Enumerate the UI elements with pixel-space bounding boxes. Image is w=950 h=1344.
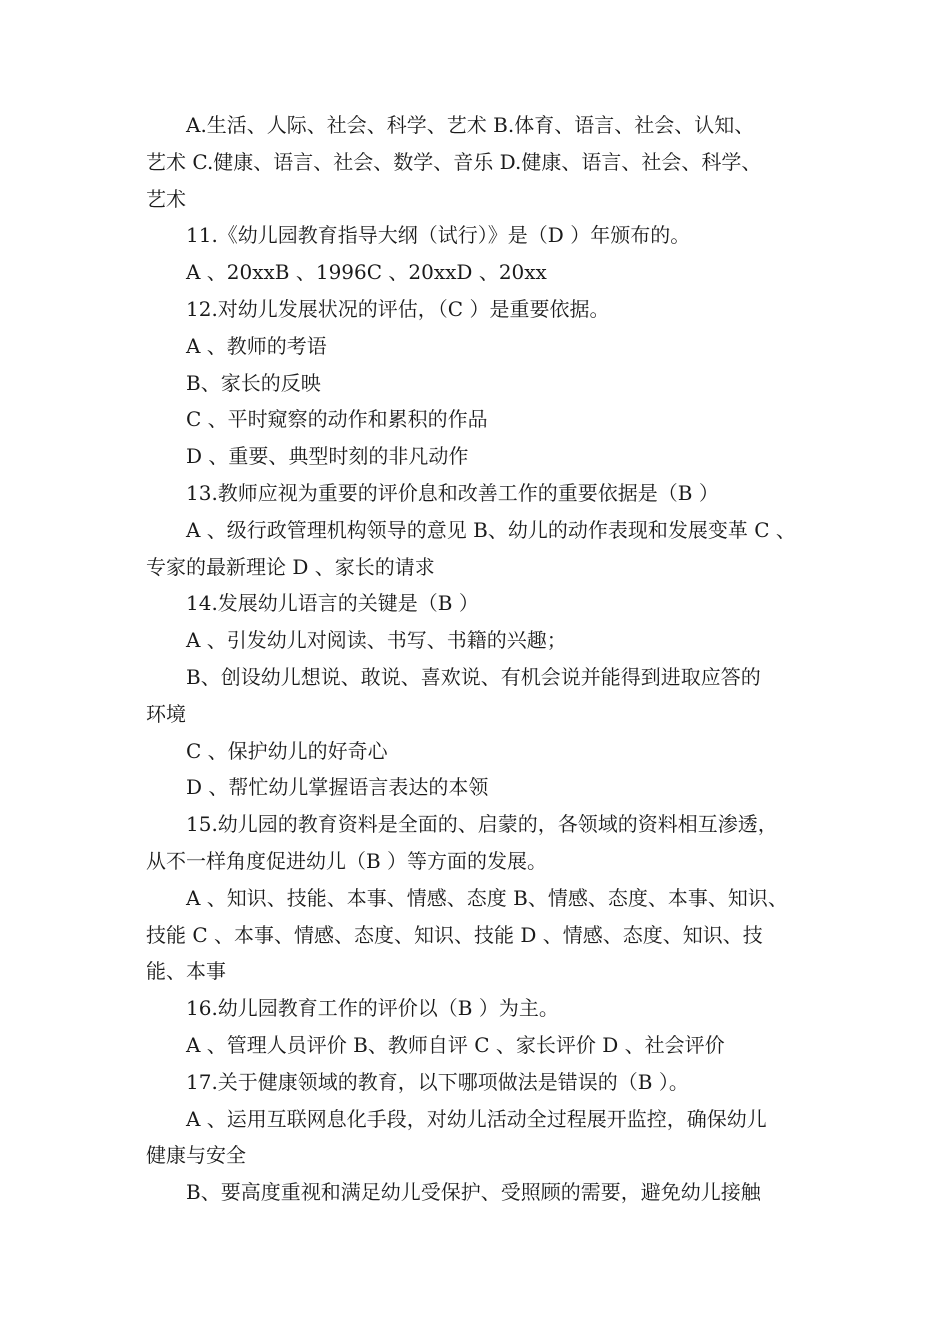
text-line: 13.教师应视为重要的评价息和改善工作的重要依据是（B ） (186, 480, 719, 505)
paragraph (146, 217, 822, 254)
paragraph (146, 1174, 822, 1211)
paragraph (146, 365, 822, 402)
text-line: 技能 C 、本事、情感、态度、知识、技能 D 、情感、态度、知识、技 (146, 922, 763, 947)
paragraph (146, 475, 822, 512)
text-line: B、要高度重视和满足幼儿受保护、受照顾的需要，避免幼儿接触 (186, 1180, 761, 1205)
paragraph (146, 328, 822, 365)
text-line: 从不一样角度促进幼儿（B ）等方面的发展。 (146, 848, 548, 873)
text-line: D 、重要、典型时刻的非凡动作 (186, 444, 469, 469)
paragraph (146, 107, 822, 217)
text-line: 14.发展幼儿语言的关键是（B ） (186, 591, 479, 616)
text-line: 12.对幼儿发展状况的评估，（C ）是重要依据。 (186, 296, 610, 321)
paragraph (146, 1064, 822, 1101)
text-line: C 、平时窥察的动作和累积的作品 (186, 407, 488, 432)
text-line: 专家的最新理论 D 、家长的请求 (146, 554, 435, 579)
paragraph (146, 254, 822, 291)
text-line: 11.《幼儿园教育指导大纲（试行）》是（D ）年颁布的。 (186, 223, 691, 248)
text-line: D 、帮忙幼儿掌握语言表达的本领 (186, 775, 489, 800)
paragraph (146, 401, 822, 438)
text-line: B、创设幼儿想说、敢说、喜欢说、有机会说并能得到进取应答的 (186, 664, 761, 689)
paragraph (146, 1101, 822, 1175)
text-line: 16.幼儿园教育工作的评价以（B ）为主。 (186, 996, 559, 1021)
paragraph (146, 659, 822, 733)
paragraph (146, 880, 822, 990)
text-line: A 、管理人员评价 B、教师自评 C 、家长评价 D 、社会评价 (186, 1032, 725, 1057)
paragraph (146, 585, 822, 622)
text-line: A 、级行政管理机构领导的意见 B、幼儿的动作表现和发展变革 C 、 (186, 517, 796, 542)
paragraph (146, 622, 822, 659)
paragraph (146, 291, 822, 328)
document-body (146, 107, 822, 1211)
text-line: A 、知识、技能、本事、情感、态度 B、情感、态度、本事、知识、 (186, 885, 788, 910)
text-line: A 、教师的考语 (186, 333, 327, 358)
text-line: 环境 (146, 701, 186, 726)
paragraph (146, 512, 822, 586)
text-line: 15.幼儿园的教育资料是全面的、启蒙的，各领域的资料相互渗透， (186, 812, 778, 837)
paragraph (146, 733, 822, 770)
text-line: 17.关于健康领域的教育，以下哪项做法是错误的（B ）。 (186, 1069, 689, 1094)
text-line: A 、20xxB 、1996C 、20xxD 、20xx (186, 260, 547, 285)
text-line: B、家长的反映 (186, 370, 321, 395)
text-line: 艺术 C.健康、语言、社会、数学、音乐 D.健康、语言、社会、科学、 (146, 149, 762, 174)
text-line: 艺术 (146, 186, 186, 211)
paragraph (146, 806, 822, 880)
paragraph (146, 438, 822, 475)
paragraph (146, 990, 822, 1027)
paragraph (146, 1027, 822, 1064)
paragraph (146, 769, 822, 806)
text-line: 能、本事 (146, 959, 226, 984)
text-line: A 、运用互联网息化手段，对幼儿活动全过程展开监控，确保幼儿 (186, 1106, 767, 1131)
text-line: C 、保护幼儿的好奇心 (186, 738, 388, 763)
text-line: 健康与安全 (146, 1143, 246, 1168)
text-line: A.生活、人际、社会、科学、艺术 B.体育、语言、社会、认知、 (186, 113, 755, 137)
text-line: A 、引发幼儿对阅读、书写、书籍的兴趣； (186, 628, 567, 653)
